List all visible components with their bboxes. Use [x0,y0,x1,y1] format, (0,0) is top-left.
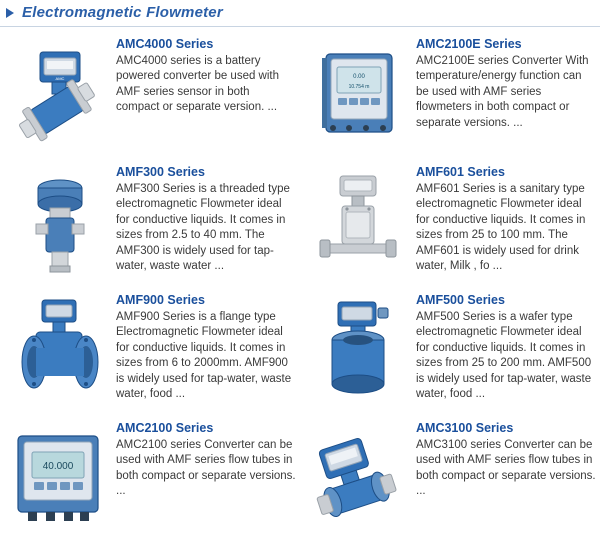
svg-text:AMC: AMC [55,76,65,81]
product-title[interactable]: AMC2100 Series [116,421,214,435]
product-info [112,417,296,500]
product-card[interactable] [300,157,600,285]
product-description: AMC2100 series Converter can be used with AMF series flow tubes in both compact or separate versions. ... [116,439,296,498]
product-title[interactable]: AMF900 Series [116,293,205,307]
svg-text:0.00: 0.00 [353,74,365,80]
product-info [412,417,596,500]
amf900-flowmeter-photo [4,289,112,407]
product-description: AMC2100E series Converter With temperature/energy function can be used with AMF series flowmeters in both compact or separate versions. ... [416,55,589,129]
product-description: AMF300 Series is a threaded type electromagnetic Flowmeter ideal for conductive liquids. It comes in sizes from 2.5 to 40 mm. The AMF300 is widely used for tap-water, waste water ... [116,183,290,273]
product-grid [0,27,600,541]
amc3100-converter-photo [304,417,412,535]
product-title[interactable]: AMC3100 Series [416,421,514,435]
product-info [112,161,296,274]
product-card[interactable] [0,285,300,413]
product-description: AMC4000 series is a battery powered converter be used with AMF series sensor in both compact or separate version. ... [116,55,280,114]
product-info [412,289,596,402]
amf601-flowmeter-photo [304,161,412,279]
amc2100e-converter-photo [304,33,412,151]
product-title[interactable]: AMF601 Series [416,165,505,179]
product-description: AMF500 Series is a wafer type electromagnetic Flowmeter ideal for conductive liquids. It comes in sizes from 25 to 200 mm. AMF500 is widely used for tap-water, waste water, food ... [416,311,592,401]
amf300-flowmeter-photo [4,161,112,279]
product-info [412,161,596,274]
page-header [0,0,600,27]
amc4000-flowmeter-photo [4,33,112,151]
svg-text:10.754 m: 10.754 m [348,84,370,90]
product-description: AMC3100 series Converter can be used with AMF series flow tubes in both compact or separate versions. ... [416,439,596,498]
product-card[interactable] [300,285,600,413]
product-card[interactable] [300,29,600,157]
product-title[interactable]: AMF300 Series [116,165,205,179]
product-info [112,289,296,402]
amf500-flowmeter-photo [304,289,412,407]
amc2100-converter-photo [4,417,112,535]
product-title[interactable]: AMC4000 Series [116,37,214,51]
product-title[interactable]: AMF500 Series [416,293,505,307]
product-card[interactable] [0,29,300,157]
product-description: AMF900 Series is a flange type Electromagnetic Flowmeter ideal for conductive liquids. It comes in sizes from 6 to 2000mm. AMF900 is widely used for tap-water, waste water, food ... [116,311,292,401]
product-description: AMF601 Series is a sanitary type electromagnetic Flowmeter ideal for conductive liquids. It comes in sizes from 25 to 100 mm. The AMF601 is widely used for drink water, Milk , fo ... [416,183,586,273]
product-info [412,33,596,131]
triangle-right-icon [6,8,14,18]
product-card[interactable] [0,413,300,541]
product-card[interactable] [0,157,300,285]
svg-text:40.000: 40.000 [42,461,74,472]
product-title[interactable]: AMC2100E Series [416,37,522,51]
product-info [112,33,296,116]
page-title: Electromagnetic Flowmeter [22,4,223,21]
product-card[interactable] [300,413,600,541]
